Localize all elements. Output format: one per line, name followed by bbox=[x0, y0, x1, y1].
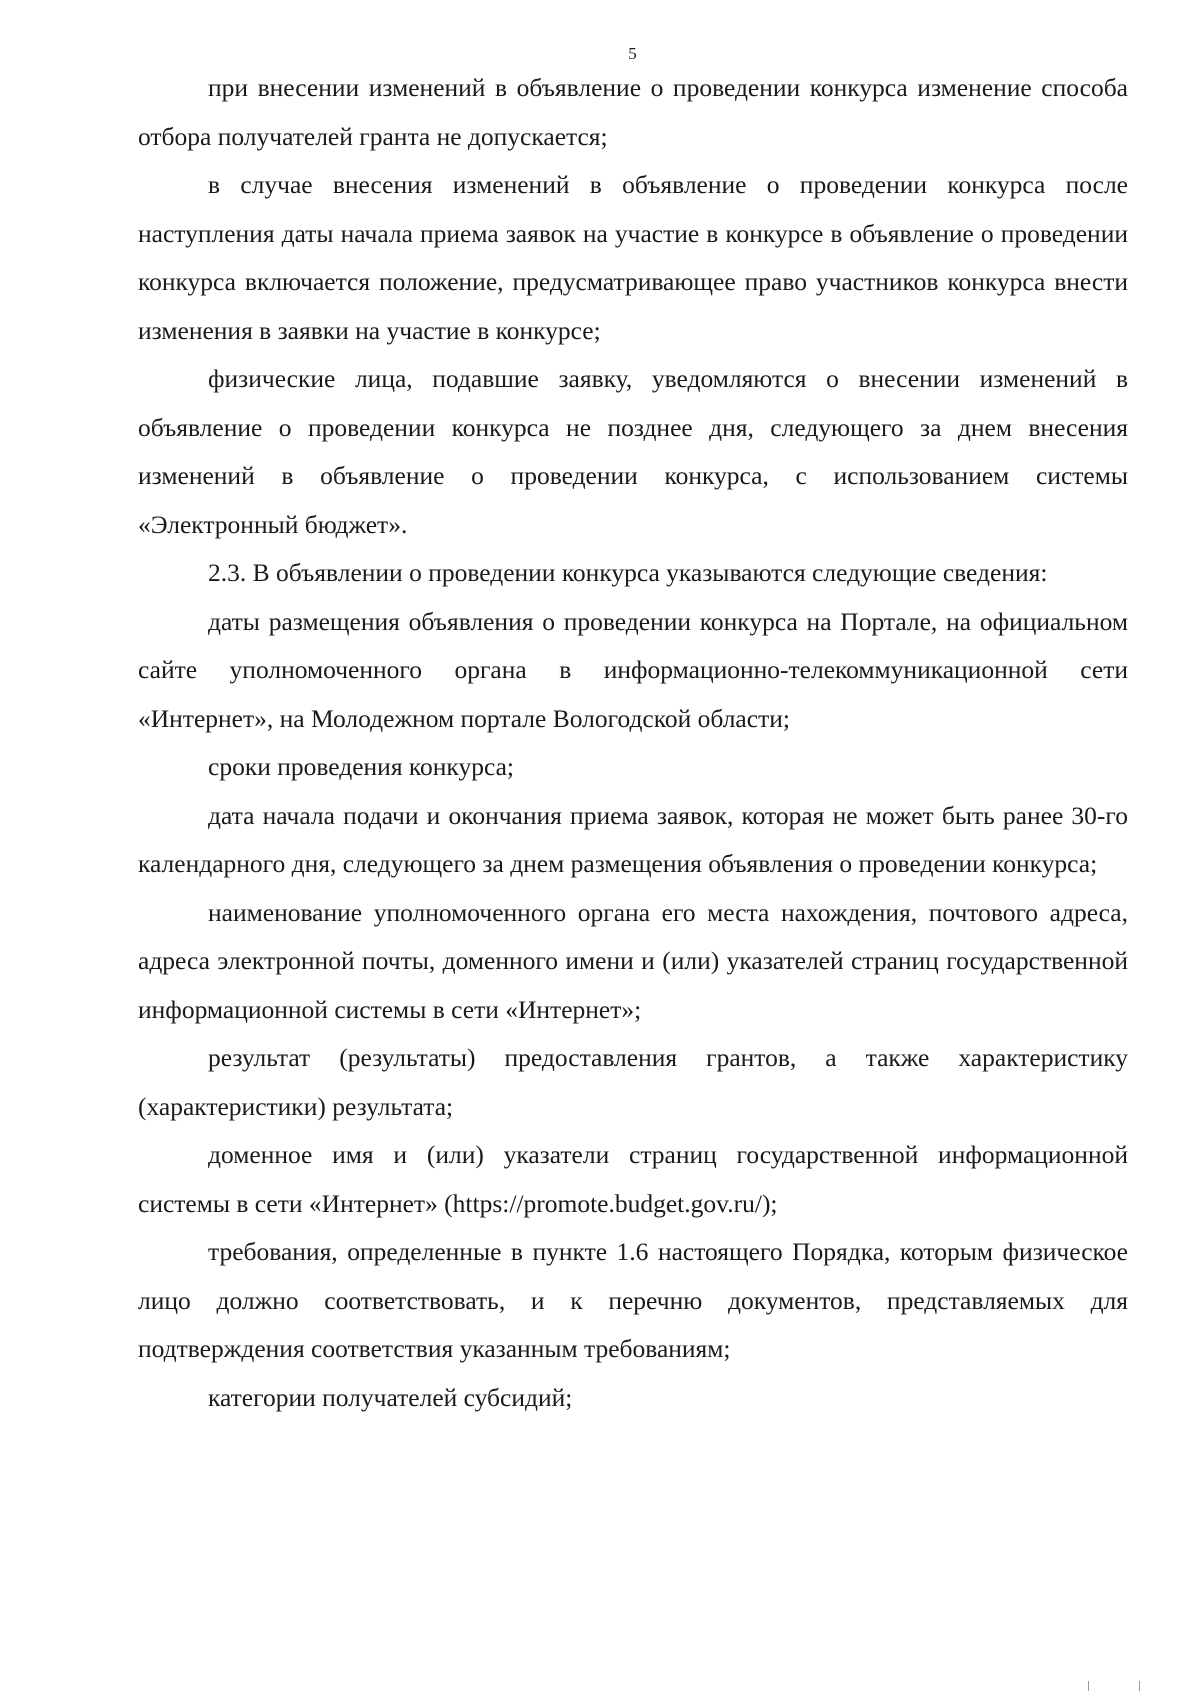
paragraph-domain-name: доменное имя и (или) указатели страниц государственной информационной системы в сети «Интернет» (https://promote.budget.gov.ru/); bbox=[138, 1140, 1128, 1218]
scan-edge-mark bbox=[1088, 1681, 1140, 1691]
paragraph-section-2-3: 2.3. В объявлении о проведении конкурса указываются следующие сведения: bbox=[208, 558, 1048, 587]
page-number: 5 bbox=[628, 44, 637, 63]
paragraph-requirements: требования, определенные в пункте 1.6 настоящего Порядка, которым физическое лицо должно соответствовать, и к перечню документов, представляемых для подтверждения соответствия указанным требованиям; bbox=[138, 1237, 1128, 1363]
paragraph-grant-results: результат (результаты) предоставления грантов, а также характеристику (характеристики) результата; bbox=[138, 1043, 1128, 1121]
paragraph-publication-dates: даты размещения объявления о проведении конкурса на Портале, на официальном сайте уполномоченного органа в информационно-телекоммуникационной сети «Интернет», на Молодежном портале Вологодской области; bbox=[138, 606, 1128, 733]
paragraph-notification: физические лица, подавшие заявку, уведомляются о внесении изменений в объявление о проведении конкурса не позднее дня, следующего за днем внесения изменений в объявление о проведении конкурса, с использованием системы «Электронный бюджет». bbox=[138, 364, 1128, 539]
paragraph-recipient-categories: категории получателей субсидий; bbox=[208, 1382, 573, 1412]
paragraph-amendment-method: при внесении изменений в объявление о проведении конкурса изменение способа отбора получателей гранта не допускается; bbox=[138, 73, 1128, 151]
paragraph-application-dates: дата начала подачи и окончания приема заявок, которая не может быть ранее 30-го календарного дня, следующего за днем размещения объявления о проведении конкурса; bbox=[138, 800, 1128, 878]
paragraph-amendment-after-start: в случае внесения изменений в объявление о проведении конкурса после наступления даты начала приема заявок на участие в конкурсе в объявление о проведении конкурса включается положение, предусматривающее право участников конкурса внести изменения в заявки на участие в конкурсе; bbox=[138, 170, 1128, 345]
document-body bbox=[138, 64, 1128, 1422]
paragraph-authority-name: наименование уполномоченного органа его места нахождения, почтового адреса, адреса электронной почты, доменного имени и (или) указателей страниц государственной информационной системы в сети «Интернет»; bbox=[138, 897, 1128, 1024]
paragraph-contest-terms: сроки проведения конкурса; bbox=[208, 752, 514, 781]
